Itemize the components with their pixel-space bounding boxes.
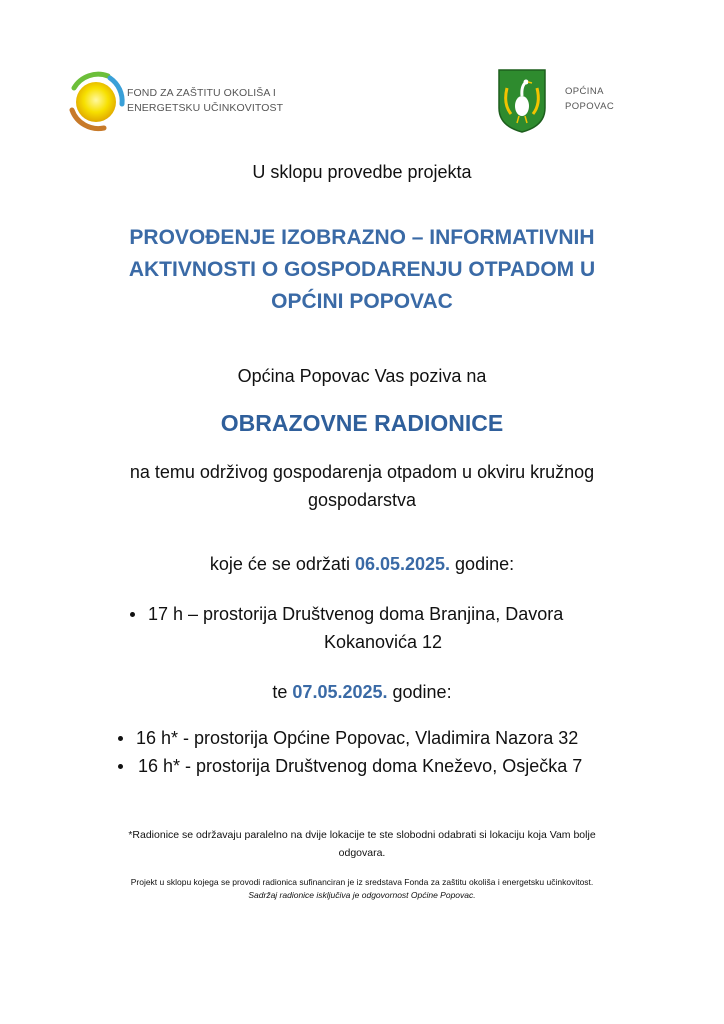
bullet-icon bbox=[130, 612, 135, 617]
schedule1-date: 06.05.2025. bbox=[354, 554, 451, 574]
schedule2-prefix: te bbox=[272, 682, 293, 702]
topic-line1: na temu održivog gospodarenja otpadom u okviru kružnog bbox=[129, 462, 595, 482]
schedule2-heading bbox=[0, 678, 724, 706]
footnote bbox=[0, 826, 724, 862]
bullet-icon bbox=[118, 764, 123, 769]
project-title bbox=[0, 222, 724, 318]
fund-logo-icon bbox=[64, 70, 126, 132]
invite-text: Općina Popovac Vas poziva na bbox=[237, 366, 487, 386]
footnote-line1: *Radionice se održavaju paralelno na dvije lokacije te ste slobodni odabrati si lokaciju koja Vam bolje bbox=[128, 829, 596, 841]
topic-line2: gospodarstva bbox=[307, 490, 417, 510]
fund-name-line1: FOND ZA ZAŠTITU OKOLIŠA I bbox=[127, 87, 276, 99]
schedule2-item1-text: 16 h* - prostorija Općine Popovac, Vladimira Nazora 32 bbox=[136, 728, 579, 748]
schedule1-item-line1: 17 h – prostorija Društvenog doma Branjina, Davora bbox=[148, 604, 564, 624]
funding-note: Projekt u sklopu kojega se provodi radionica sufinanciran je iz sredstava Fonda za zaštitu okoliša i energetsku učinkovitost. bbox=[130, 877, 594, 887]
municipality-name bbox=[565, 84, 614, 114]
project-title-line1: PROVOĐENJE IZOBRAZNO – INFORMATIVNIH bbox=[129, 226, 595, 249]
footnote-line2: odgovara. bbox=[338, 847, 386, 859]
schedule1-suffix: godine: bbox=[450, 554, 515, 574]
fund-name bbox=[127, 86, 283, 116]
schedule1-prefix: koje će se održati bbox=[209, 554, 355, 574]
disclaimer: Sadržaj radionice isključiva je odgovornost Općine Popovac. bbox=[248, 890, 476, 900]
muni-name-line2: POPOVAC bbox=[565, 101, 615, 112]
schedule2-date: 07.05.2025. bbox=[292, 682, 388, 702]
muni-name-line1: OPĆINA bbox=[565, 86, 604, 97]
schedule2-suffix: godine: bbox=[387, 682, 452, 702]
topic-text bbox=[0, 458, 724, 514]
project-title-line3: OPĆINI POPOVAC bbox=[271, 290, 453, 313]
fund-name-line2: ENERGETSKU UČINKOVITOST bbox=[127, 102, 284, 114]
schedule2-item2-text: 16 h* - prostorija Društvenog doma Kneževo, Osječka 7 bbox=[138, 756, 583, 776]
project-title-line2: AKTIVNOSTI O GOSPODARENJU OTPADOM U bbox=[128, 258, 596, 281]
schedule2-item bbox=[0, 724, 724, 752]
workshops-title: OBRAZOVNE RADIONICE bbox=[220, 410, 504, 436]
schedule1-item-line2: Kokanovića 12 bbox=[323, 632, 443, 652]
schedule2-item bbox=[0, 752, 724, 780]
schedule1-heading bbox=[0, 550, 724, 578]
coat-of-arms-icon bbox=[497, 68, 547, 134]
bullet-icon bbox=[118, 736, 123, 741]
intro-text: U sklopu provedbe projekta bbox=[252, 162, 472, 182]
